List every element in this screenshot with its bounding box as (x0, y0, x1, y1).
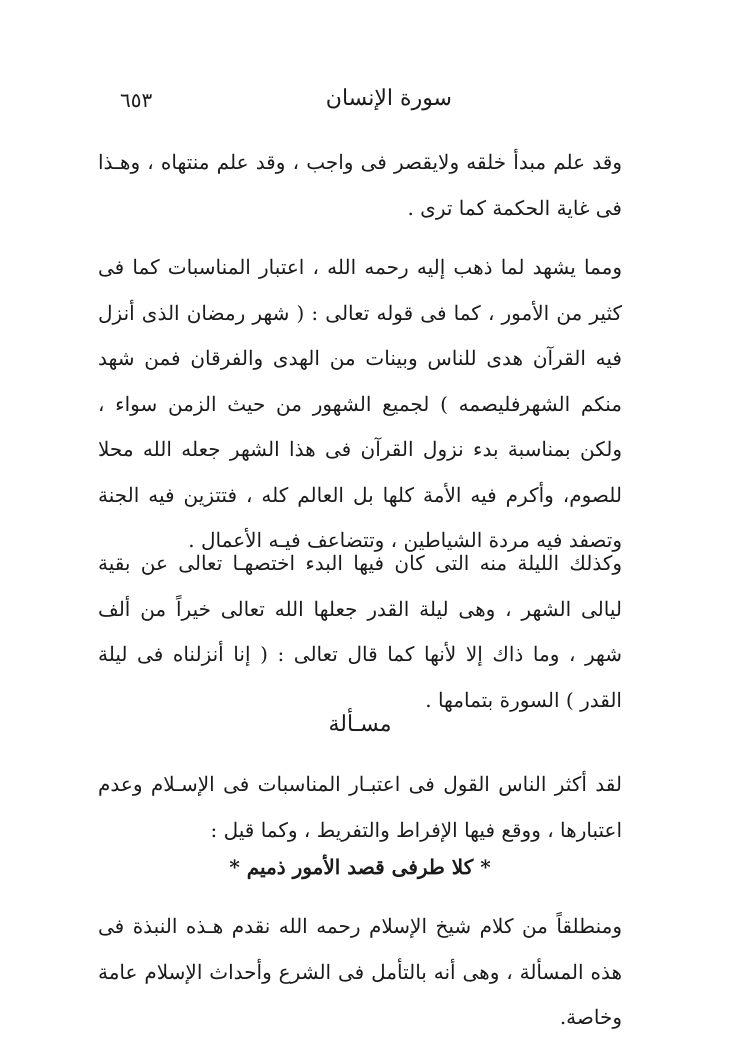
surah-title: سورة الإنسان (325, 86, 452, 111)
paragraph-4: لقد أكثر الناس القول فى اعتبـار المناسبات فى الإسـلام وعدم اعتبارها ، ووقع فيها الإفراط والتفريط ، وكما قيل : (98, 772, 622, 842)
poetry-verse: * كلا طرفى قصد الأمور ذميم * (229, 855, 491, 879)
page-number: ٦٥٣ (120, 88, 153, 112)
paragraph-2: ومما يشهد لما ذهب إليه رحمه الله ، اعتبار المناسبات كما فى كثير من الأمور ، كما فى قوله تعالى : ( شهر رمضان الذى أنزل فيه القرآن هدى للناس وبينات من الهدى والفرقان فمن شهد منكم الشهرفليصمه ) لجميع الشهور من حيث الزمن سواء ، ولكن بمناسبة بدء نزول القرآن فى هذا الشهر جعله الله محلا للصوم، وأكرم فيه الأمة كلها بل العالم كله ، فتتزين فيه الجنة وتصفد فيه مردة الشياطين ، وتتضاعف فيـه الأعمال . (98, 255, 622, 552)
paragraph-5: ومنطلقاً من كلام شيخ الإسلام رحمه الله نقدم هـذه النبذة فى هذه المسألة ، وهى أنه بالتأمل فى الشرع وأحداث الإسلام عامة وخاصة. (98, 914, 622, 1029)
page-header (110, 86, 622, 126)
paragraph-1: وقد علم مبدأ خلقه ولايقصر فى واجب ، وقد علم منتهاه ، وهـذا فى غاية الحكمة كما ترى . (98, 150, 622, 220)
section-heading: مسـألة (328, 712, 392, 737)
paragraph-3: وكذلك الليلة منه التى كان فيها البدء اختصهـا تعالى عن بقية ليالى الشهر ، وهى ليلة القدر جعلها الله تعالى خيراً من ألف شهر ، وما ذاك إلا لأنها كما قال تعالى : ( إنا أنزلناه فى ليلة القدر ) السورة بتمامها . (98, 551, 622, 712)
